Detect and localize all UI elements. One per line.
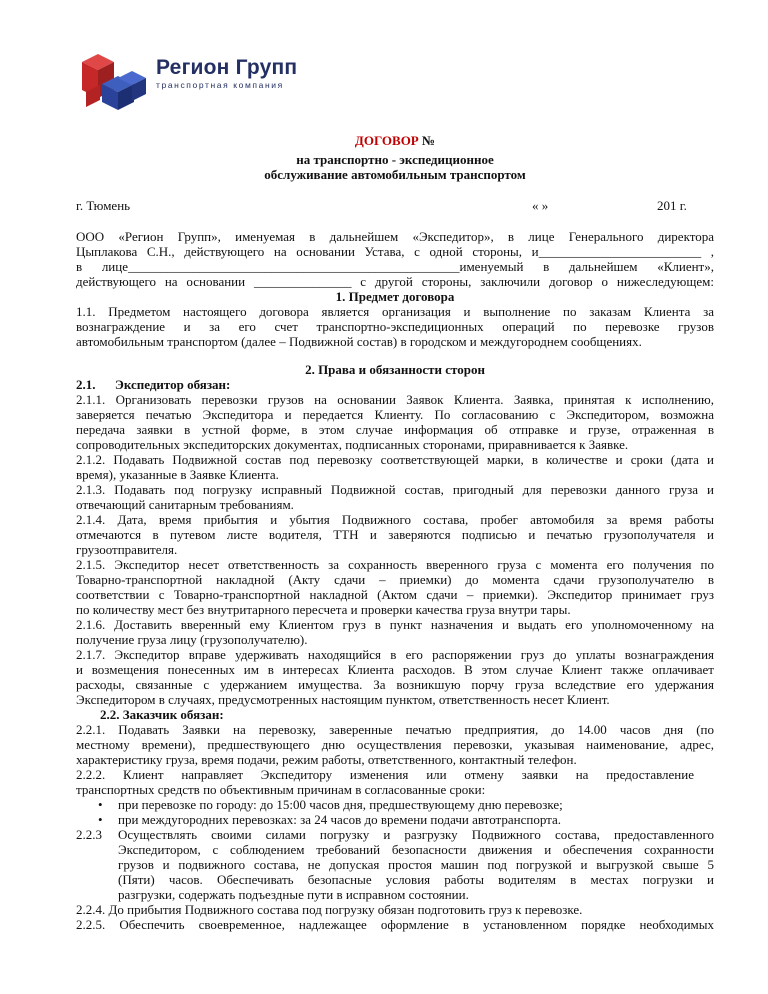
section-2-1-line: заверяется печатью Экспедитора и передается Клиенту. По согласованию с Экспедитором, возможна [76, 407, 714, 422]
section-2-1-line: 2.1.6. Доставить вверенный ему Клиентом груз в пункт назначения и выдать его уполномоченному на [76, 617, 714, 632]
clause-2-2-3-line: Экспедитором, с соблюдением требований безопасности движения и обеспечения сохранности [118, 842, 714, 857]
section-2-2-line: транспортных средств по объективным причинам в согласованные сроки: [76, 782, 486, 797]
section-2-1-title: 2.1. Экспедитор обязан: [76, 377, 231, 392]
clause-2-2-3-line: грузов и подвижного состава, не допуская простоя машин под погрузкой и выгрузкой свыше 5 [118, 857, 714, 872]
section-2-1-line: Экспедитором в случаях, предусмотренных настоящим пунктом, ответственность несет Клиент. [76, 692, 610, 707]
section-1-line: автомобильным транспортом (далее – Подвижной состав) в городском и междугороднем сообщениях. [76, 334, 642, 349]
contract-title-word: ДОГОВОР [354, 133, 419, 148]
section-2-1-line: Товарно-транспортной накладной (Акту сдачи – приемки) до момента сдачи грузополучателю в [76, 572, 714, 587]
section-2-1-line: сопроводительных экспедиторских документах, подписанных сторонами, приравнивается к Заявке. [76, 437, 629, 452]
section-2-1-line: время), указанные в Заявке Клиента. [76, 467, 279, 482]
date-day: « » [532, 198, 549, 213]
preamble-line: Цыплакова С.Н., действующего на основании Устава, с одной стороны, и_________________________ , [76, 244, 714, 259]
contract-subtitle-1: на транспортно - экспедиционное [296, 152, 494, 167]
section-2-1-line: 2.1.3. Подавать под погрузку исправный Подвижной состав, пригодный для перевозки данного груза и [76, 482, 714, 497]
preamble-line: действующего на основании _______________ с другой стороны, заключили договор о нижеследующем: [76, 274, 714, 289]
section-2-2-title: 2.2. Заказчик обязан: [100, 707, 224, 722]
section-2-1-line: по количеству мест без внутритарного пересчета и проверки качества груза внутри тары. [76, 602, 571, 617]
contract-subtitle-2: обслуживание автомобильным транспортом [264, 167, 526, 182]
company-logo-cubes [76, 48, 156, 114]
section-2-1-line: 2.1.2. Подавать Подвижной состав под перевозку соответствующей марки, в количестве и сроки (дата и [76, 452, 714, 467]
clause-2-2-3-line: разгрузки, содержать подъездные пути в исправном состоянии. [118, 887, 469, 902]
bullet-item: при перевозке по городу: до 15:00 часов дня, предшествующему дню перевозке; [118, 797, 563, 812]
section-2-1-line: расходы, связанные с удержанием имущества. За возникшую порчу груза вследствие его удержания [76, 677, 714, 692]
section-2-2-line: местному времени), предшествующего дню осуществления перевозки, указывая наименование, адрес, [76, 737, 714, 752]
clause-2-2-3-line: Осуществлять своими силами погрузку и разгрузку Подвижного состава, предоставленного [118, 827, 714, 842]
bullet-dot: • [98, 812, 103, 827]
logo-wordmark [156, 56, 297, 90]
section-2-1-line: 2.1.4. Дата, время прибытия и убытия Подвижного состава, пробег автомобиля за время работы [76, 512, 714, 527]
section-2-2-line: характеристику груза, время подачи, режим работы, ответственного, контактный телефон. [76, 752, 577, 767]
section-1-title: 1. Предмет договора [335, 289, 455, 304]
clause-2-2-5: 2.2.5. Обеспечить своевременное, надлежащее оформление в установленном порядке необходимых [76, 917, 714, 932]
section-2-1-line: соответствии с Товарно-транспортной накладной (Актом сдачи – приемки). Экспедитор принимает груз [76, 587, 714, 602]
section-2-1-line: отвечающий санитарным требованиям. [76, 497, 294, 512]
section-2-1-line: отмечаются в путевом листе водителя, ТТН и заверяются подписью и печатью грузополучателя и [76, 527, 714, 542]
section-2-1-line: 2.1.5. Экспедитор несет ответственность за сохранность вверенного груза с момента его получения по [76, 557, 714, 572]
section-2-1-line: грузоотправителя. [76, 542, 178, 557]
bullet-item: при междугородних перевозках: за 24 часов до времени подачи автотранспорта. [118, 812, 562, 827]
date-year: 201 г. [657, 198, 687, 213]
preamble-line: ООО «Регион Групп», именуемая в дальнейшем «Экспедитор», в лице Генерального директора [76, 229, 714, 244]
section-2-1-line: 2.1.1. Организовать перевозки грузов на основании Заявок Клиента. Заявка, принятая к исполнению, [76, 392, 714, 407]
section-1-line: вознаграждение и за его счет транспортно-экспедиционных операций по перевозке грузов [76, 319, 714, 334]
section-2-1-line: передача заявки в устной форме, в этом случае информация об отправке и грузе, отраженная в [76, 422, 714, 437]
company-name: Регион Групп [156, 56, 298, 79]
section-2-title: 2. Права и обязанности сторон [305, 362, 485, 377]
clause-2-2-3-number: 2.2.3 [76, 827, 102, 842]
section-2-2-line: 2.2.1. Подавать Заявки на перевозку, заверенные печатью предприятия, до 14.00 часов дня (по [76, 722, 714, 737]
clause-2-2-4: 2.2.4. До прибытия Подвижного состава под погрузку обязан подготовить груз к перевозке. [76, 902, 583, 917]
contract-title [76, 133, 714, 148]
section-1-line: 1.1. Предметом настоящего договора является организация и выполнение по заказам Клиента за [76, 304, 714, 319]
company-tagline: транспортная компания [156, 80, 284, 90]
clause-2-2-3-line: (Пяти) часов. Обеспечивать безопасные условия работы водителям в местах погрузки и [118, 872, 714, 887]
preamble-line: в лице___________________________________________________именуемый в дальнейшем «Клиент», [76, 259, 714, 274]
city: г. Тюмень [76, 198, 131, 213]
section-2-1-line: 2.1.7. Экспедитор вправе удерживать находящийся в его распоряжении груз до уплаты вознаграждения [76, 647, 714, 662]
section-2-1-line: получение груза лицу (грузополучателю). [76, 632, 308, 647]
bullet-dot: • [98, 797, 103, 812]
section-2-1-line: и возмещения понесенных им в интересах Клиента расходов. В этом случае Клиент также оплачивает [76, 662, 714, 677]
section-2-2-line: 2.2.2. Клиент направляет Экспедитору изменения или отмену заявки на предоставление [76, 767, 694, 782]
contract-title-number: № [418, 133, 436, 148]
